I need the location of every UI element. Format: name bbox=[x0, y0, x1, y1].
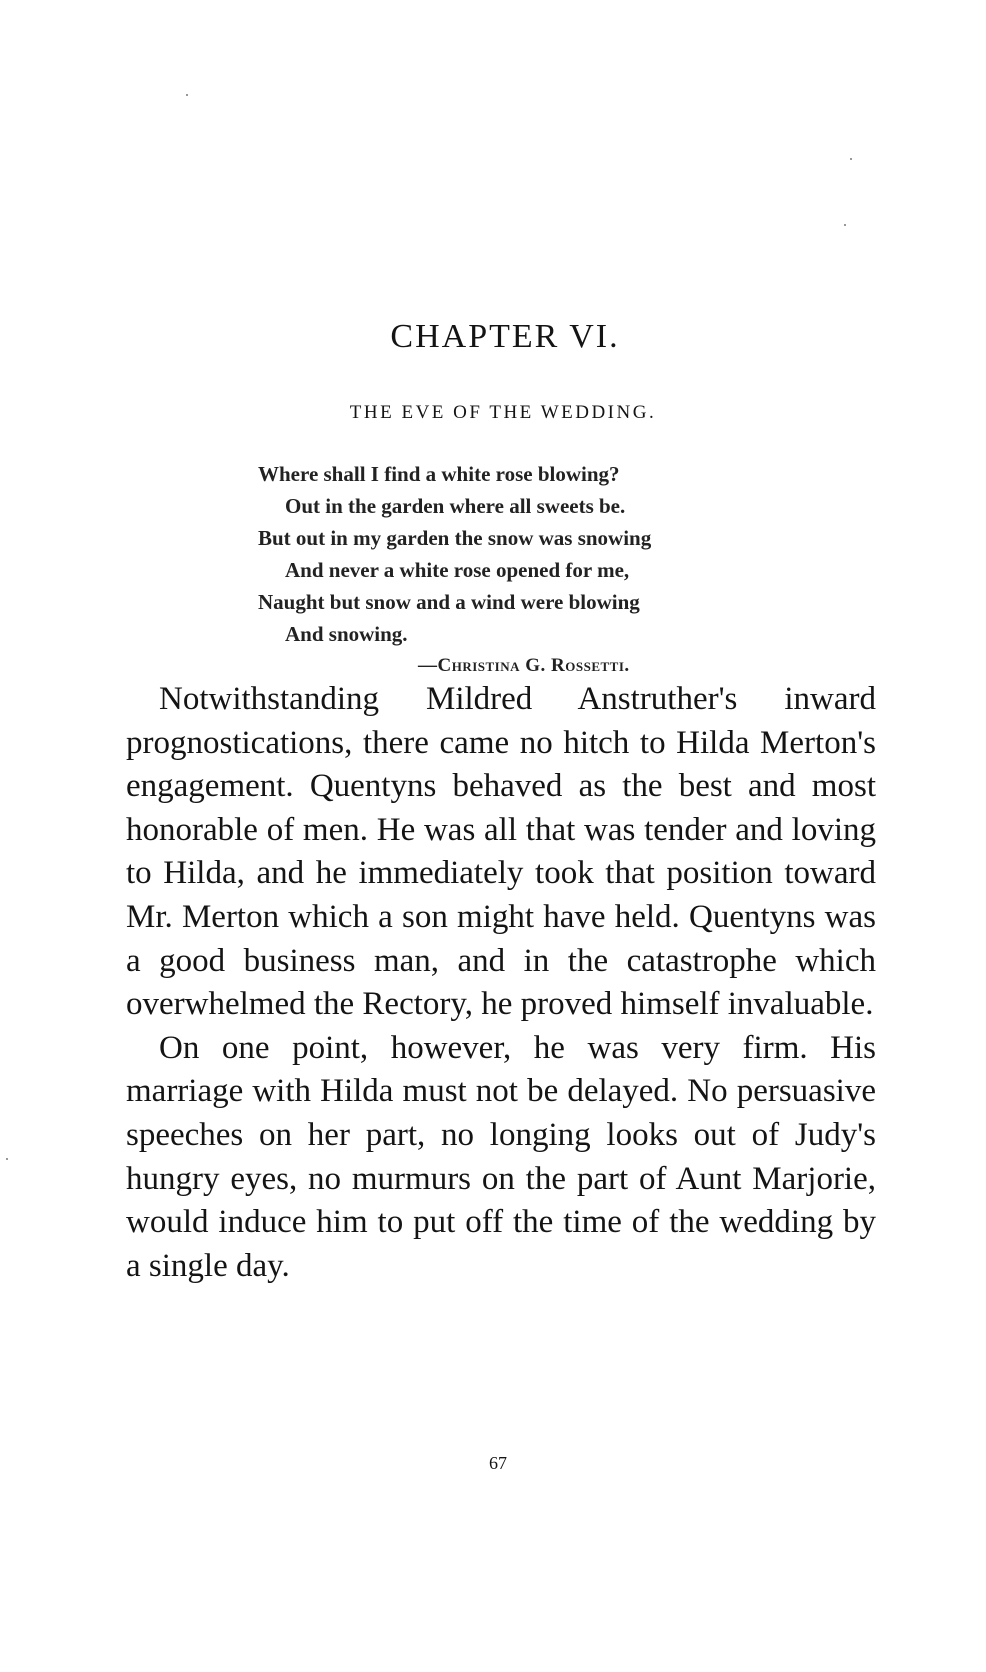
paper-speck bbox=[850, 158, 852, 160]
page-number: 67 bbox=[489, 1453, 507, 1473]
attribution-text: —Christina G. Rossetti. bbox=[418, 655, 630, 676]
body-text bbox=[126, 678, 876, 1288]
epigraph-line: But out in my garden the snow was snowing bbox=[258, 526, 652, 550]
epigraph bbox=[258, 458, 778, 682]
epigraph-line: Where shall I find a white rose blowing? bbox=[258, 462, 620, 486]
chapter-title: CHAPTER VI. bbox=[390, 318, 620, 355]
paragraph: On one point, however, he was very firm. His marriage with Hilda must not be delayed. No persuasive speeches on her part, no longing looks out of Judy's hungry eyes, no murmurs on the part of Aunt Marjorie, would induce him to put off the time of the wedding by a single day. bbox=[126, 1029, 876, 1284]
paragraph: Notwithstanding Mildred Anstruther's inward prognostications, there came no hitch to Hilda Merton's engagement. Quentyns behaved as the best and most honorable of men. He was all that was tender and loving to Hilda, and he immediately took that position toward Mr. Merton which a son might have held. Quentyns was a good business man, and in the catastrophe which overwhelmed the Rectory, he proved himself invaluable. bbox=[126, 681, 876, 1023]
paper-speck bbox=[844, 224, 846, 226]
epigraph-line: Out in the garden where all sweets be. bbox=[285, 494, 626, 518]
paper-speck bbox=[186, 94, 188, 96]
epigraph-line: And snowing. bbox=[285, 622, 408, 646]
epigraph-line: And never a white rose opened for me, bbox=[285, 558, 630, 582]
chapter-subtitle: THE EVE OF THE WEDDING. bbox=[349, 402, 657, 423]
epigraph-line: Naught but snow and a wind were blowing bbox=[258, 590, 640, 614]
paper-speck bbox=[6, 1158, 8, 1160]
